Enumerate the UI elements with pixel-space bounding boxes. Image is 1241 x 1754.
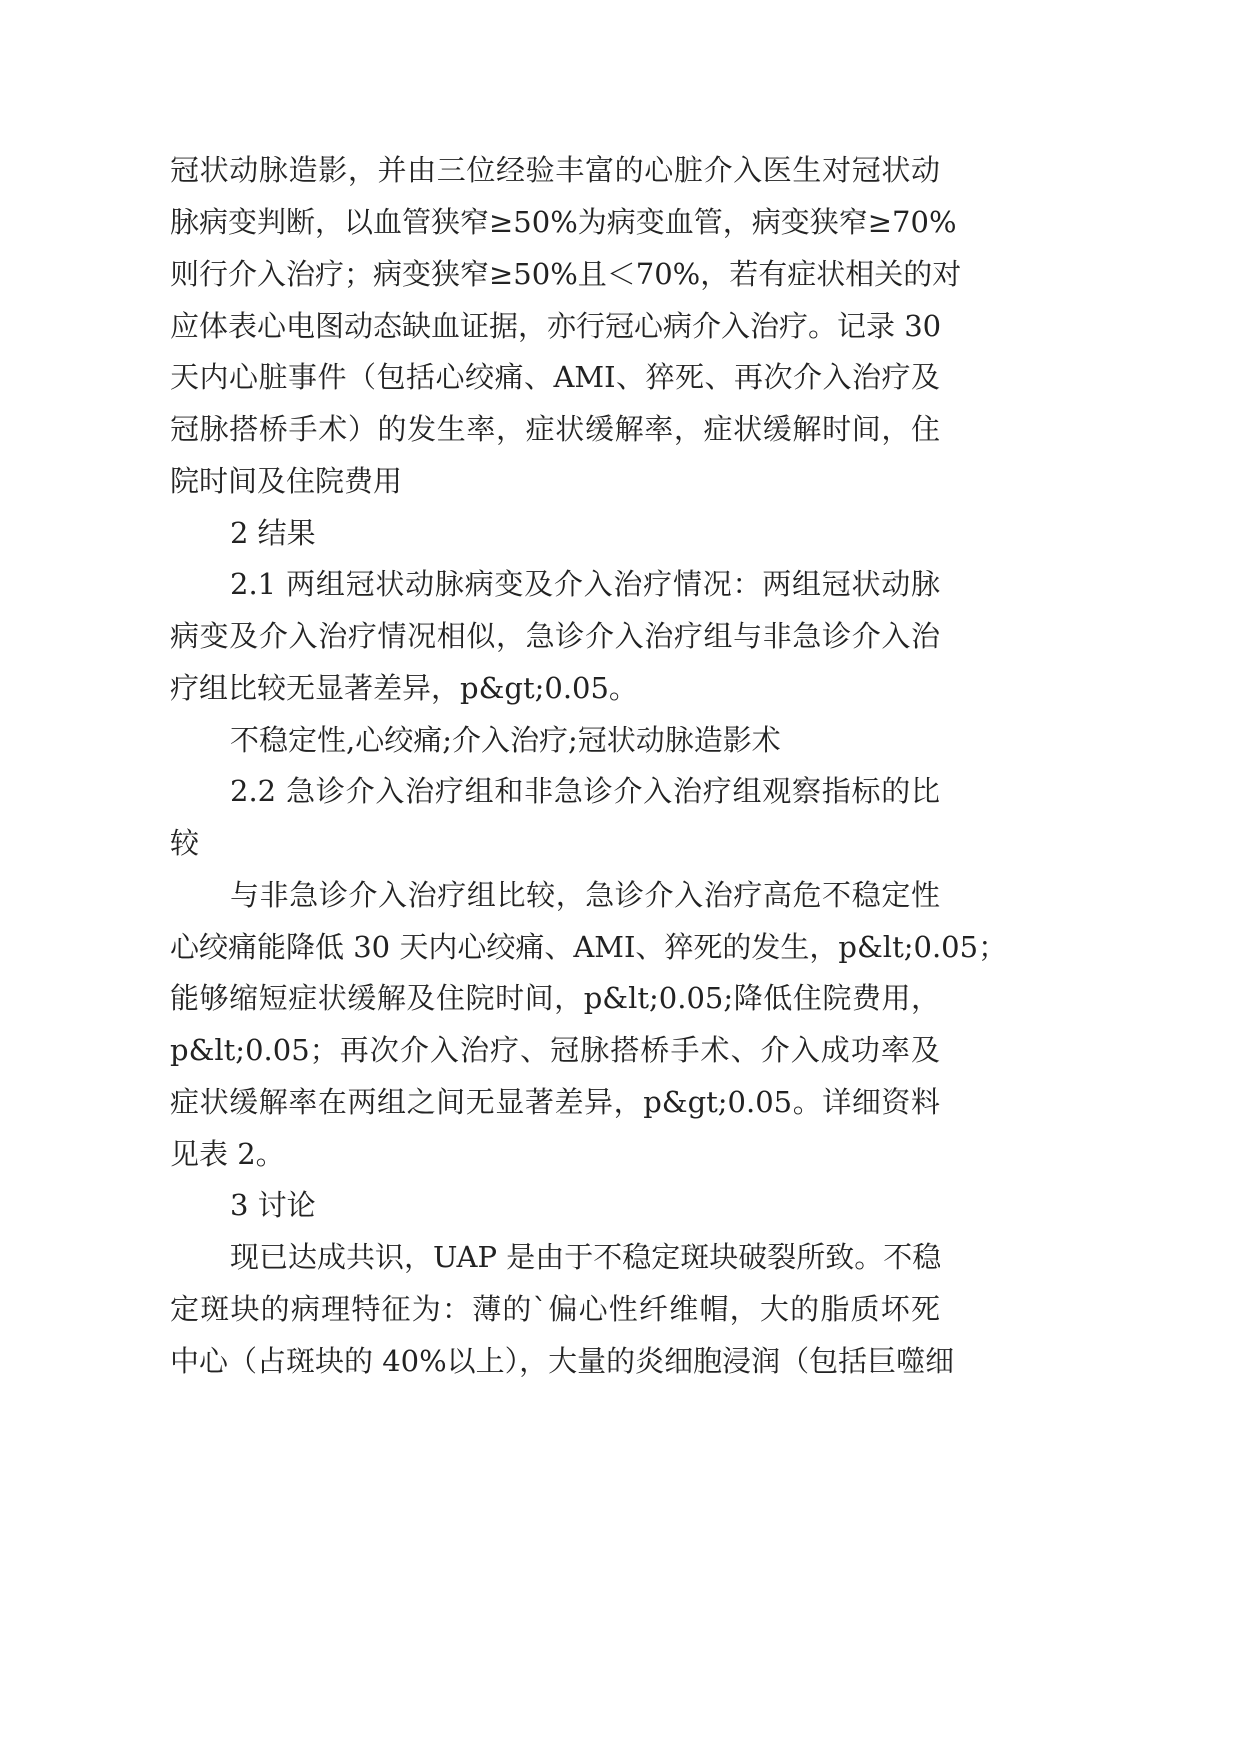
keywords-line: 不稳定性,心绞痛;介入治疗;冠状动脉造影术 [230, 723, 781, 757]
paragraph-line: 病变及介入治疗情况相似，急诊介入治疗组与非急诊介入治 [170, 619, 940, 653]
subsection-heading-2-1: 2.1 两组冠状动脉病变及介入治疗情况：两组冠状动脉 [230, 567, 940, 601]
paragraph-line: 冠脉搭桥手术）的发生率，症状缓解率，症状缓解时间，住 [170, 412, 940, 446]
section-heading-discussion: 3 讨论 [230, 1188, 316, 1222]
paragraph-line: 心绞痛能降低 30 天内心绞痛、AMI、猝死的发生，p&lt;0.05； [170, 930, 1008, 964]
section-heading-results: 2 结果 [230, 516, 316, 550]
paragraph-line: 院时间及住院费用 [170, 464, 403, 498]
paragraph-line: 疗组比较无显著差异，p&gt;0.05。 [170, 671, 638, 705]
paragraph-line: 较 [170, 826, 200, 860]
paragraph-line: 能够缩短症状缓解及住院时间，p&lt;0.05;降低住院费用， [170, 981, 940, 1015]
paragraph-line: 症状缓解率在两组之间无显著差异，p&gt;0.05。详细资料 [170, 1085, 940, 1119]
paragraph-line: 应体表心电图动态缺血证据，亦行冠心病介入治疗。记录 30 [170, 309, 942, 343]
paragraph-line: 定斑块的病理特征为：薄的`偏心性纤维帽，大的脂质坏死 [170, 1292, 940, 1326]
paragraph-line: 冠状动脉造影，并由三位经验丰富的心脏介入医生对冠状动 [170, 153, 940, 187]
paragraph-line: 见表 2。 [170, 1137, 285, 1171]
subsection-heading-2-2: 2.2 急诊介入治疗组和非急诊介入治疗组观察指标的比 [230, 774, 940, 808]
paragraph-line: 现已达成共识，UAP 是由于不稳定斑块破裂所致。不稳 [230, 1240, 942, 1274]
paragraph-line: 天内心脏事件（包括心绞痛、AMI、猝死、再次介入治疗及 [170, 360, 940, 394]
paragraph-line: 中心（占斑块的 40%以上），大量的炎细胞浸润（包括巨噬细 [170, 1344, 955, 1378]
paragraph-line: p&lt;0.05；再次介入治疗、冠脉搭桥手术、介入成功率及 [170, 1033, 940, 1067]
paragraph-line: 脉病变判断，以血管狭窄≥50%为病变血管，病变狭窄≥70% [170, 205, 957, 239]
paragraph-line: 与非急诊介入治疗组比较，急诊介入治疗高危不稳定性 [230, 878, 940, 912]
paragraph-line: 则行介入治疗；病变狭窄≥50%且＜70%，若有症状相关的对 [170, 257, 962, 291]
